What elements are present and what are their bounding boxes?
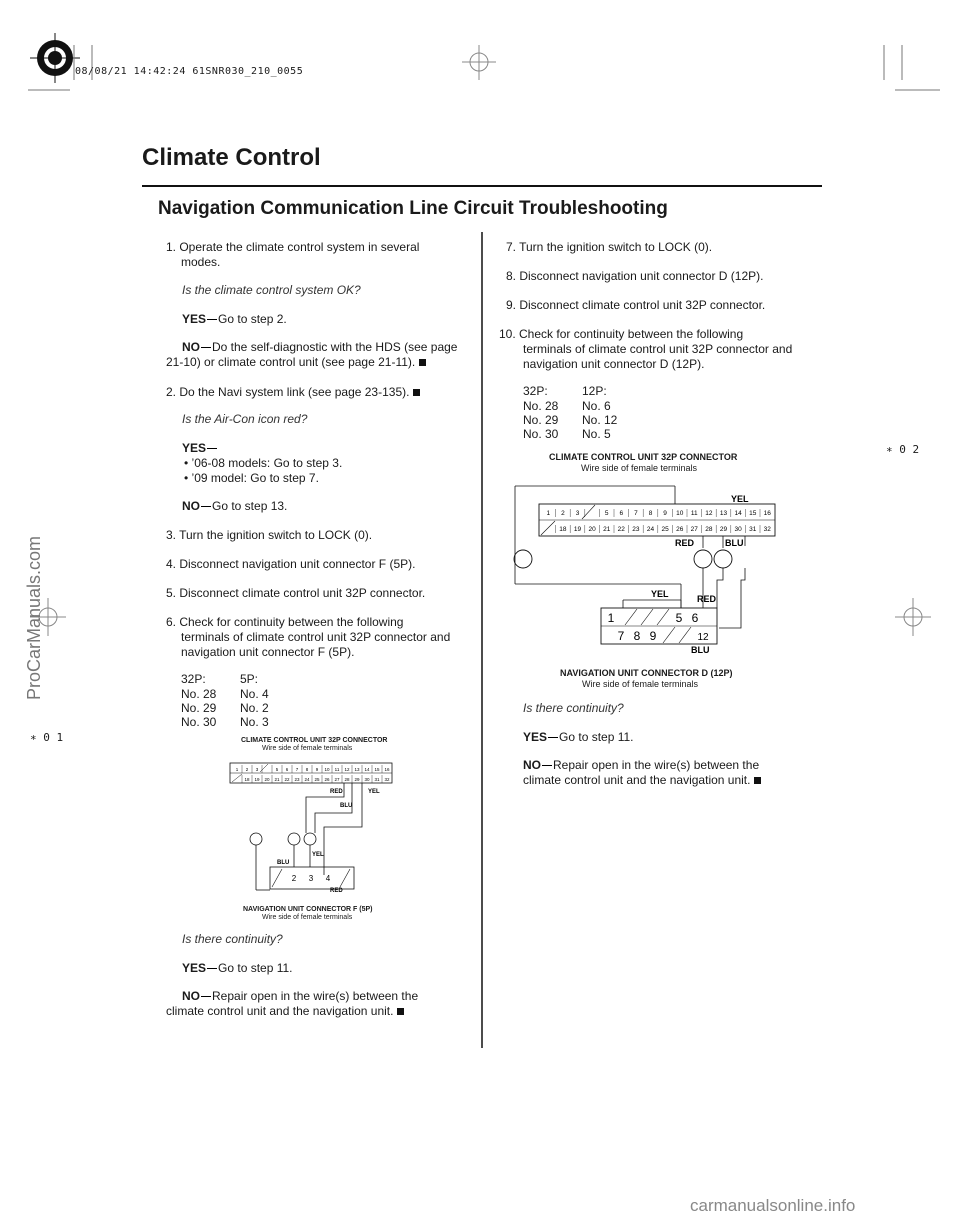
step-2: 2. Do the Navi system link (see page 23-135). [166, 385, 420, 400]
pin-number: 15 [374, 767, 380, 772]
pin-number: 24 [304, 777, 310, 782]
connector-32p-large [505, 480, 785, 660]
pin-number: 11 [690, 510, 698, 517]
yes-3: YES Go to step 11. [182, 961, 293, 975]
connector-32p-small [228, 755, 398, 915]
table-cell: No. 28 [181, 687, 217, 701]
wire-color-red-f: RED [330, 888, 343, 894]
diagram-title: CLIMATE CONTROL UNIT 32P CONNECTOR [241, 737, 388, 744]
wire-color-red: RED [330, 789, 343, 795]
pin-number: 9 [663, 510, 667, 517]
pin-number: 14 [734, 510, 742, 517]
section-title: Climate Control [142, 144, 321, 171]
table-cell: No. 6 [582, 399, 611, 413]
table-header-5p: 5P: [240, 672, 259, 686]
table-cell: No. 29 [523, 413, 559, 427]
pin-number: 2 [245, 767, 249, 772]
wire-color-yel: YEL [731, 494, 749, 504]
print-timestamp: 08/08/21 14:42:24 61SNR030_210_0055 [75, 66, 304, 77]
question-1: Is the climate control system OK? [182, 283, 361, 297]
pin-number: 26 [676, 526, 684, 533]
step-1: 1. Operate the climate control system in several [166, 240, 420, 254]
pin-number: 28 [344, 777, 350, 782]
margin-mark-right: ∗ 0 2 [886, 443, 920, 456]
step-9: 9. Disconnect climate control unit 32P connector. [506, 298, 766, 312]
pin-number: 11 [334, 767, 340, 772]
margin-mark-left: ∗ 0 1 [30, 731, 64, 744]
pin-number: 27 [690, 526, 698, 533]
pin-number: 16 [384, 767, 390, 772]
table-header-32p: 32P: [181, 672, 206, 686]
pin-number: 21 [603, 526, 611, 533]
wire-color-red: RED [675, 538, 695, 548]
pin-number: 8 [648, 510, 653, 517]
connector-subtitle: Wire side of female terminals [582, 679, 699, 689]
step-10-cont-2: navigation unit connector D (12P). [523, 357, 705, 371]
question-3: Is there continuity? [182, 932, 283, 946]
yes-4: YES Go to step 11. [523, 730, 634, 744]
pin-label: 12 [697, 632, 709, 643]
pin-number: 16 [763, 510, 771, 517]
pin-number: 19 [573, 526, 582, 533]
pin-number: 7 [295, 767, 299, 772]
question-4: Is there continuity? [523, 701, 624, 715]
pin-number: 32 [384, 777, 390, 782]
pin-number: 20 [264, 777, 270, 782]
pin-number: 31 [749, 526, 757, 533]
wire-color-yel-f: YEL [312, 852, 324, 858]
page-title: Navigation Communication Line Circuit Troubleshooting [158, 198, 668, 219]
wire-color-blu: BLU [725, 538, 744, 548]
pin-label: 7 [617, 629, 625, 643]
step-4: 4. Disconnect navigation unit connector F (5P). [166, 557, 416, 571]
pin-number: 1 [546, 510, 551, 517]
pin-number: 23 [294, 777, 300, 782]
yes-2: YES [182, 441, 218, 456]
pin-label: 8 [633, 629, 641, 643]
pin-number: 27 [334, 777, 340, 782]
connector-title: NAVIGATION UNIT CONNECTOR D (12P) [560, 668, 733, 678]
step-10-cont-1: terminals of climate control unit 32P connector and [523, 342, 793, 356]
table-cell: No. 5 [582, 427, 611, 441]
pin-number: 13 [719, 510, 728, 517]
no-1-cont: 21-10) or climate control unit (see page 21-11). [166, 355, 426, 370]
diagram-title: CLIMATE CONTROL UNIT 32P CONNECTOR [549, 452, 738, 462]
footer-site: carmanualsonline.info [690, 1196, 856, 1215]
pin-number: 18 [559, 526, 567, 533]
table-header-32p: 32P: [523, 384, 548, 398]
pin-number: 18 [244, 777, 250, 782]
pin-number: 5 [604, 510, 609, 517]
pin-number: 13 [354, 767, 360, 772]
wire-color-blu-f: BLU [277, 860, 290, 866]
pin-number: 21 [274, 777, 280, 782]
pin-number: 26 [324, 777, 330, 782]
yes-2-b: • ’09 model: Go to step 7. [184, 471, 319, 485]
question-2: Is the Air-Con icon red? [182, 412, 308, 426]
pin-label: 4 [325, 874, 331, 883]
pin-number: 29 [354, 777, 360, 782]
table-cell: No. 3 [240, 715, 269, 729]
pin-number: 30 [364, 777, 370, 782]
wire-color-yel-d: YEL [651, 589, 669, 599]
connector-title: NAVIGATION UNIT CONNECTOR F (5P) [243, 906, 373, 913]
pin-number: 15 [749, 510, 757, 517]
step-7: 7. Turn the ignition switch to LOCK (0). [506, 240, 713, 254]
pin-number: 22 [284, 777, 290, 782]
pin-number: 2 [561, 510, 565, 517]
pin-number: 9 [315, 767, 319, 772]
step-1-cont: modes. [181, 255, 221, 269]
pin-number: 19 [254, 777, 260, 782]
table-header-12p: 12P: [582, 384, 607, 398]
pin-number: 24 [646, 526, 655, 533]
table-cell: No. 4 [240, 687, 269, 701]
pin-number: 30 [734, 526, 742, 533]
pin-number: 25 [661, 526, 669, 533]
pin-number: 25 [314, 777, 320, 782]
pin-number: 12 [344, 767, 350, 772]
pin-number: 5 [275, 767, 279, 772]
table-cell: No. 30 [523, 427, 559, 441]
table-cell: No. 12 [582, 413, 618, 427]
pin-number: 20 [588, 526, 596, 533]
pin-number: 22 [617, 526, 625, 533]
no-3: NO Repair open in the wire(s) between the [182, 989, 419, 1003]
pin-label: 6 [691, 611, 699, 625]
yes-2-a: • ’06-08 models: Go to step 3. [184, 456, 343, 470]
pin-label: 1 [607, 611, 615, 625]
yes-1: YES Go to step 2. [182, 312, 287, 326]
step-6: 6. Check for continuity between the following [166, 615, 404, 629]
step-6-cont-2: navigation unit connector F (5P). [181, 645, 355, 659]
wire-color-yel: YEL [368, 789, 380, 795]
wire-color-red-d: RED [697, 594, 717, 604]
no-3-cont: climate control unit and the navigation unit. [166, 1004, 404, 1019]
step-6-cont-1: terminals of climate control unit 32P connector and [181, 630, 451, 644]
pin-label: 3 [308, 874, 314, 883]
table-cell: No. 28 [523, 399, 559, 413]
pin-number: 12 [705, 510, 713, 517]
wire-color-blu-d: BLU [691, 645, 710, 655]
pin-number: 32 [763, 526, 771, 533]
table-cell: No. 2 [240, 701, 269, 715]
pin-number: 14 [364, 767, 370, 772]
no-4-cont: climate control unit and the navigation unit. [523, 773, 761, 788]
diagram-subtitle: Wire side of female terminals [581, 463, 698, 473]
step-5: 5. Disconnect climate control unit 32P connector. [166, 586, 426, 600]
step-3: 3. Turn the ignition switch to LOCK (0). [166, 528, 373, 542]
diagram-subtitle: Wire side of female terminals [262, 745, 353, 752]
pin-number: 6 [619, 510, 624, 517]
pin-label: 2 [291, 874, 297, 883]
pin-number: 29 [719, 526, 728, 533]
pin-number: 1 [235, 767, 239, 772]
pin-number: 3 [575, 510, 580, 517]
watermark: ProCarManuals.com [24, 535, 44, 700]
pin-number: 7 [634, 510, 638, 517]
pin-number: 23 [632, 526, 640, 533]
pin-number: 10 [324, 767, 330, 772]
no-4: NO Repair open in the wire(s) between the [523, 758, 760, 772]
no-1: NO Do the self-diagnostic with the HDS (see page [182, 340, 458, 354]
pin-number: 6 [285, 767, 289, 772]
pin-number: 8 [305, 767, 309, 772]
connector-subtitle: Wire side of female terminals [262, 914, 353, 921]
pin-number: 3 [255, 767, 259, 772]
pin-number: 31 [374, 777, 380, 782]
step-10: 10. Check for continuity between the following [499, 327, 744, 341]
no-2: NO Go to step 13. [182, 499, 288, 513]
wire-color-blu: BLU [340, 803, 353, 809]
pin-label: 5 [675, 611, 683, 625]
table-cell: No. 29 [181, 701, 217, 715]
pin-label: 9 [649, 629, 657, 643]
step-8: 8. Disconnect navigation unit connector D (12P). [506, 269, 764, 283]
pin-number: 10 [676, 510, 684, 517]
pin-number: 28 [705, 526, 713, 533]
table-cell: No. 30 [181, 715, 217, 729]
